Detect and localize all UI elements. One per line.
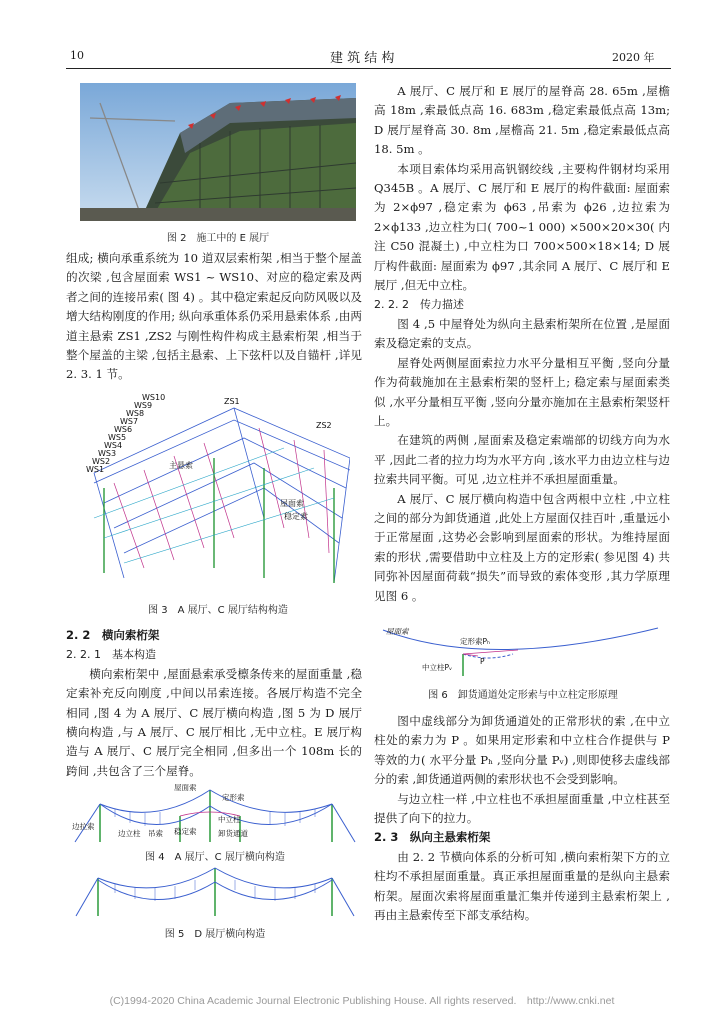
fig4-diagram bbox=[70, 784, 360, 844]
header-rule bbox=[66, 68, 671, 69]
fig3-caption: 图 3 A 展厅、C 展厅结构构造 bbox=[148, 605, 288, 616]
fig5-diagram bbox=[70, 866, 360, 918]
fig2-caption: 图 2 施工中的 E 展厅 bbox=[166, 233, 270, 244]
fig6-label: 定形索Pₕ bbox=[460, 637, 491, 646]
fig3-label: ZS1 bbox=[224, 397, 240, 406]
section-heading: 2. 3 纵向主悬索桁架 bbox=[374, 830, 491, 845]
fig6-caption: 图 6 卸货通道处定形索与中立柱定形原理 bbox=[428, 690, 618, 701]
fig6-label: 屋面索 bbox=[386, 627, 409, 636]
journal-title: 建 筑 结 构 bbox=[330, 51, 395, 66]
text-paragraph: 组成; 横向承重系统为 10 道双层索桁架 ,相当于整个屋盖的次梁 ,包含屋面索 WS1 ~ WS10、对应的稳定索及两者之间的连接吊索( 图 4) 。其中稳定索起反向防风吸以及增大结构刚度的作用; 纵向承重体系仍采用悬索体系 ,由两道主悬索 ZS1 ,ZS2 与刚性构件构成主悬索桁架 ,相当于整个屋盖的主梁 ,包括主悬索、上下弦杆以及自锚杆 ,详见 2. 3. 1 节。 bbox=[66, 251, 362, 382]
fig3-label: WS3 bbox=[98, 449, 117, 458]
right-column-bottom bbox=[374, 712, 670, 925]
subsection-heading: 2. 2. 2 传力描述 bbox=[374, 298, 464, 312]
text-paragraph: 屋脊处两侧屋面索拉力水平分量相互平衡 ,竖向分量作为荷载施加在主悬索桁架的竖杆上; 稳定索与屋面索类似 ,水平分量相互平衡 ,竖向分量亦施加在主悬索桁架竖杆上。 bbox=[374, 355, 670, 428]
fig4-label: 稳定索 bbox=[174, 827, 197, 836]
right-column-top bbox=[374, 82, 670, 606]
fig3-label: WS10 bbox=[142, 393, 166, 402]
fig3-label: WS9 bbox=[134, 401, 153, 410]
fig3-label: WS8 bbox=[126, 409, 145, 418]
fig3-label: WS4 bbox=[104, 441, 123, 450]
fig3-diagram bbox=[84, 388, 350, 590]
text-paragraph: A 展厅、C 展厅横向构造中包含两根中立柱 ,中立柱之间的部分为卸货通道 ,此处上方屋面仅挂百叶 ,重量远小于正常屋面 ,这势必会影响到屋面索的形状。为维持屋面索的形状 ,需要借助中立柱及上方的定形索( 参见图 4) 共同弥补因屋面荷载“损失”而导致的索体变形 ,其力学原理见图 6 。 bbox=[374, 491, 670, 603]
fig6-label: P bbox=[480, 657, 485, 666]
fig4-caption: 图 4 A 展厅、C 展厅横向构造 bbox=[145, 852, 285, 863]
construction-photo bbox=[80, 83, 356, 221]
subsection-heading: 2. 2. 1 基本构造 bbox=[66, 648, 156, 662]
fig4-label: 定形索 bbox=[222, 793, 245, 802]
text-paragraph: 与边立柱一样 ,中立柱也不承担屋面重量 ,中立柱甚至提供了向下的拉力。 bbox=[374, 791, 670, 826]
section-heading: 2. 2 横向索桁架 bbox=[66, 628, 160, 642]
text-paragraph: A 展厅、C 展厅和 E 展厅的屋脊高 28. 65m ,屋檐高 18m ,索最低点高 16. 683m ,稳定索最低点高 13m; D 展厅屋脊高 30. 8m ,屋檐高 21. 5m ,稳定索最低点高 18. 5m 。 bbox=[374, 84, 670, 157]
fig4-label: 中立柱 bbox=[218, 815, 241, 824]
year: 2020 年 bbox=[612, 51, 655, 64]
text-paragraph: 横向索桁架中 ,屋面悬索承受檩条传来的屋面重量 ,稳定索补充反向刚度 ,中间以吊索连接。各展厅构造不完全相同 ,图 4 为 A 展厅、C 展厅横向构造 ,图 5 为 D 展厅横向构造 ,与 A 展厅、C 展厅相比 ,无中立柱。E 展厅构造与 A 展厅、C 展厅完全相同 ,但多出一个 108m 长的跨间 ,共包含了三个屋脊。 bbox=[66, 666, 362, 778]
fig4-label: 边拉索 bbox=[72, 822, 95, 831]
section-2-2 bbox=[66, 626, 362, 781]
fig6-label: 中立柱Pᵥ bbox=[422, 663, 453, 672]
fig3-label: 稳定索 bbox=[284, 512, 308, 521]
copyright-footer: (C)1994-2020 China Academic Journal Electronic Publishing House. All rights reserved. http://www.cnki.net bbox=[109, 995, 615, 1007]
fig4-label: 吊索 bbox=[148, 829, 163, 838]
left-para-top bbox=[66, 249, 362, 385]
fig3-label: WS6 bbox=[114, 425, 133, 434]
fig3-label: ZS2 bbox=[316, 421, 332, 430]
fig3-label: 屋面索 bbox=[280, 499, 304, 508]
fig3-label: WS5 bbox=[108, 433, 127, 442]
text-paragraph: 在建筑的两侧 ,屋面索及稳定索端部的切线方向为水平 ,因此二者的拉力均为水平方向 ,该水平力由边立柱与边拉索共同平衡。可见 ,边立柱并不承担屋面重量。 bbox=[374, 433, 670, 487]
fig3-label: 主悬索 bbox=[169, 461, 193, 470]
page-number: 10 bbox=[70, 49, 84, 62]
fig3-label: WS2 bbox=[92, 457, 111, 466]
fig3-label: WS1 bbox=[86, 465, 105, 474]
fig4-label: 边立柱 bbox=[118, 829, 141, 838]
text-paragraph: 图 4 ,5 中屋脊处为纵向主悬索桁架所在位置 ,是屋面索及稳定索的支点。 bbox=[374, 316, 670, 351]
fig3-label: WS7 bbox=[120, 417, 139, 426]
text-paragraph: 由 2. 2 节横向体系的分析可知 ,横向索桁架下方的立柱均不承担屋面重量。真正承担屋面重量的是纵向主悬索桁架。屋面次索将屋面重量汇集并传递到主悬索桁架上 ,再由主悬索传至下部支承结构。 bbox=[374, 849, 670, 923]
fig5-caption: 图 5 D 展厅横向构造 bbox=[164, 929, 266, 940]
fig6-diagram bbox=[378, 622, 668, 678]
fig4-label: 卸货通道 bbox=[218, 829, 248, 838]
text-paragraph: 图中虚线部分为卸货通道处的正常形状的索 ,在中立柱处的索力为 P 。如果用定形索和中立柱合作提供与 P 等效的力( 水平分量 Pₕ ,竖向分量 Pᵥ) ,则即使移去虚线部分的索 ,卸货通道两侧的索形状也不会受到影响。 bbox=[374, 714, 670, 787]
fig4-label: 屋面索 bbox=[174, 784, 197, 792]
text-paragraph: 本项目索体均采用高钒钢绞线 ,主要构件钢材均采用 Q345B 。A 展厅、C 展厅和 E 展厅的构件截面: 屋面索为 2×ϕ97 ,稳定索为 ϕ63 ,吊索为 ϕ26 ,边拉索为 2×ϕ133 ,边立柱为口( 700~1 000) ×500×20×30( 内注 C50 混凝土) ,中立柱为口 700×500×18×14; D 展厅构件截面: 屋面索为 ϕ97 ,其余同 A 展厅、C 展厅和 E 展厅 ,但无中立柱。 bbox=[374, 161, 670, 293]
